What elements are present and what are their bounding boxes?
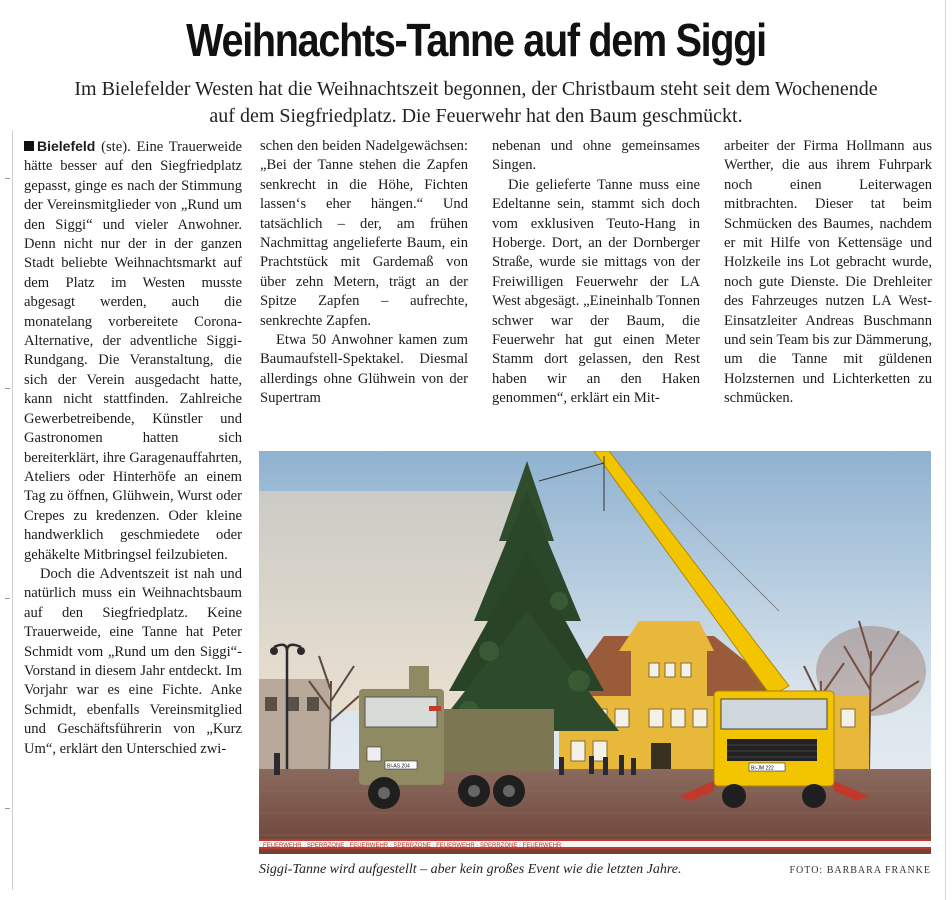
margin-tick [5, 598, 10, 599]
barrier-tape-text: FEUERWEHR · SPERRZONE · FEUERWEHR · SPERRZONE · FEUERWEHR · SPERRZONE · FEUERWEHR [263, 843, 562, 849]
paragraph: Die gelieferte Tanne muss eine Edeltanne sein, stammt sich doch vom exklusiven Teuto-Hang in Hoberge. Dort, an der Dornberger Straße, wurde sie mittags von der Freiwilligen Feuerwehr der LA West abgesägt. „Eineinhalb Tonnen schwer war der Baum, die Feuerwehr hat gut einen Meter Stamm dort gelassen, den Rest haben wir an den Haken genommen“, erklärt ein Mit- [492, 176, 700, 407]
photo-illustration [259, 451, 931, 854]
photo-caption [259, 860, 931, 882]
caption-text: Siggi-Tanne wird aufgestellt – aber kein großes Event wie die letzten Jahre. [259, 862, 682, 877]
margin-tick [5, 178, 10, 179]
article-column-2 [260, 137, 468, 409]
dateline-square-icon [24, 141, 34, 151]
article-photo [259, 451, 931, 854]
paragraph: Doch die Adventszeit ist nah und natürlich muss ein Weihnachtsbaum auf den Siegfriedplatz. Keine Trauerweide, eine Tanne hat Peter Schmidt vom „Rund um den Siggi“-Vorstand in diesem Jahr entdeckt. Im Vorjahr war es eine Fichte. Anke Schmidt, ebenfalls Vereinsmitglied und Geschäftsführerin von „Kurz Um“, erklärt den Unterschied zwi- [24, 565, 242, 757]
paragraph: arbeiter der Firma Hollmann aus Werther, die aus ihrem Fuhrpark noch einen Leiterwagen mitbrachten. Dieser tat beim Schmücken des Baumes, nachdem er mit Hilfe von Kettensäge und Holzkeile ins Lot gebracht wurde, noch gute Dienste. Die Drehleiter des Fahrzeuges nutzen LA West-Einsatzleiter Andreas Buschmann und sein Team bis zur Dämmerung, um die Tanne mit güldenen Holzsternen und Lichterketten zu schmücken. [724, 138, 932, 407]
margin-tick [5, 388, 10, 389]
article-column-3 [492, 137, 700, 409]
article-column-1 [24, 137, 242, 759]
truck-license-plate: BI-AS 204 [387, 763, 410, 770]
right-page-rule [945, 0, 946, 900]
dateline-place: Bielefeld [37, 138, 96, 154]
article-headline: Weihnachts-Tanne auf dem Siggi [186, 14, 766, 66]
paragraph: Etwa 50 Anwohner kamen zum Baumaufstell-Spektakel. Diesmal allerdings ohne Glühwein von der Supertram [260, 332, 468, 407]
article-subhead: Im Bielefelder Westen hat die Weihnachtszeit begonnen, der Christbaum steht seit dem Wochenende auf dem Siegfriedplatz. Die Feuerwehr hat den Baum geschmückt. [74, 78, 878, 127]
crane-license-plate: BI-JM 222 [751, 765, 774, 772]
byline-abbr: (ste). [95, 139, 131, 155]
margin-tick [5, 808, 10, 809]
photo-credit: FOTO: BARBARA FRANKE [789, 865, 931, 876]
paragraph: schen den beiden Nadelgewächsen: „Bei der Tanne stehen die Zapfen senkrecht in die Höhe, Fichten lassen‘s eher hängen.“ Und tatsächlich – der, am frühen Nachmittag angelieferte Baum, ein Prachtstück mit Gardemaß von über zehn Metern, trägt an der Spitze Zapfen – aufrechte, senkrechte Zapfen. [260, 138, 468, 329]
paragraph [24, 137, 242, 565]
left-column-rule [12, 130, 13, 890]
paragraph: nebenan und ohne gemeinsames Singen. [492, 138, 700, 174]
paragraph-text: Eine Trauerweide hätte besser auf den Siegfriedplatz gepasst, ginge es nach der Stimmung der Vereinsmitglieder von „Rund um den Siggi“ und vieler Anwohner. Denn nicht nur der in der ganzen Stadt beliebte Weihnachtsmarkt auf dem Platz im Westen musste abgesagt werden, auch die monatelang vorbereitete Corona-Alternative, der adventliche Siggi-Rundgang. Die Veranstaltung, die sich der Verein ausgedacht hatte, kann nicht stattfinden. Zahlreiche Gewerbetreibende, Künstler und Gastronomen hatten sich bereiterklärt, ihre Garagenauffahrten, Ateliers oder Hinterhöfe an einem Tag zu öffnen, Glühwein, Wurst oder Crepes zu kredenzen. Oder kleine handwerklich geschmiedete oder gehäkelte Mitbringsel feilzubieten. [24, 139, 242, 563]
article-column-4 [724, 137, 932, 409]
